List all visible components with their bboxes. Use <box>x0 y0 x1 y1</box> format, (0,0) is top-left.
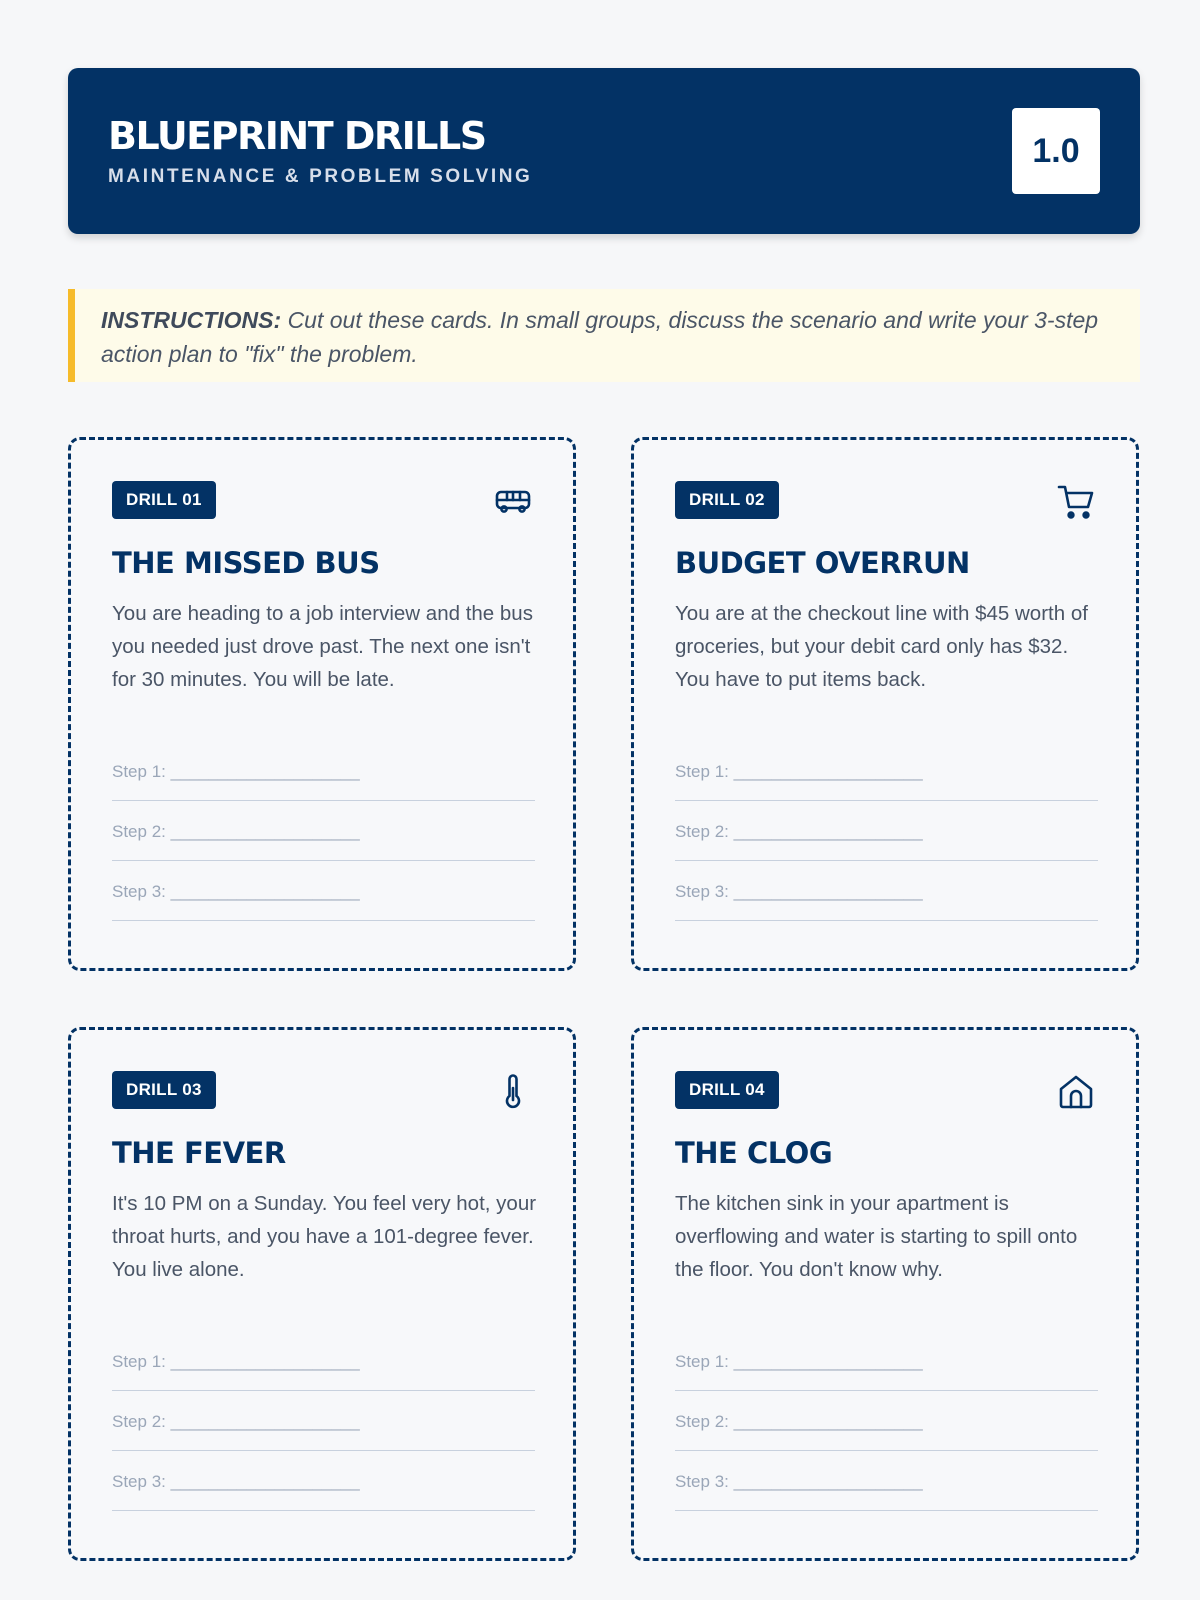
step-line-3[interactable] <box>112 880 535 921</box>
step-label: Step 3: ____________________ <box>112 882 360 901</box>
step-label: Step 3: ____________________ <box>112 1472 360 1491</box>
drill-scenario: You are at the checkout line with $45 worth of groceries, but your debit card only has $32. You have to put items back. <box>675 602 1088 691</box>
step-label: Step 1: ____________________ <box>112 762 360 781</box>
drill-card-01 <box>68 437 576 971</box>
drill-title: THE MISSED BUS <box>112 546 380 580</box>
drill-title: BUDGET OVERRUN <box>675 546 970 580</box>
drill-scenario: The kitchen sink in your apartment is overflowing and water is starting to spill onto the floor. You don't know why. <box>675 1192 1078 1281</box>
thermometer-icon <box>493 1072 533 1112</box>
step-line-3[interactable] <box>112 1470 535 1511</box>
drill-title: THE FEVER <box>112 1136 286 1170</box>
header-banner <box>68 68 1140 234</box>
drill-title: THE CLOG <box>675 1136 833 1170</box>
step-label: Step 1: ____________________ <box>675 762 923 781</box>
step-line-1[interactable] <box>112 1350 535 1391</box>
step-line-2[interactable] <box>112 820 535 861</box>
drill-badge: DRILL 04 <box>675 1071 779 1109</box>
step-line-2[interactable] <box>112 1410 535 1451</box>
step-label: Step 2: ____________________ <box>112 1412 360 1431</box>
drill-scenario: It's 10 PM on a Sunday. You feel very hot, your throat hurts, and you have a 101-degree fever. You live alone. <box>112 1192 537 1281</box>
step-label: Step 2: ____________________ <box>675 822 923 841</box>
step-label: Step 1: ____________________ <box>675 1352 923 1371</box>
drill-badge: DRILL 01 <box>112 481 216 519</box>
step-lines <box>675 760 1098 940</box>
home-icon <box>1056 1072 1096 1112</box>
step-line-2[interactable] <box>675 1410 1098 1451</box>
instructions-label: INSTRUCTIONS: <box>101 307 282 333</box>
step-line-2[interactable] <box>675 820 1098 861</box>
step-label: Step 1: ____________________ <box>112 1352 360 1371</box>
instructions-text: Cut out these cards. In small groups, discuss the scenario and write your 3-step action plan to "fix" the problem. <box>101 307 1099 367</box>
step-label: Step 2: ____________________ <box>112 822 360 841</box>
step-line-3[interactable] <box>675 1470 1098 1511</box>
drill-scenario: You are heading to a job interview and the bus you needed just drove past. The next one isn't for 30 minutes. You will be late. <box>112 602 533 691</box>
step-lines <box>675 1350 1098 1530</box>
drill-badge: DRILL 03 <box>112 1071 216 1109</box>
step-line-3[interactable] <box>675 880 1098 921</box>
page-title: BLUEPRINT DRILLS <box>108 114 486 158</box>
drill-card-02 <box>631 437 1139 971</box>
step-label: Step 3: ____________________ <box>675 882 923 901</box>
step-line-1[interactable] <box>112 760 535 801</box>
bus-icon <box>493 482 533 522</box>
version-badge: 1.0 <box>1012 108 1100 194</box>
step-label: Step 2: ____________________ <box>675 1412 923 1431</box>
step-lines <box>112 1350 535 1530</box>
drill-card-03 <box>68 1027 576 1561</box>
step-lines <box>112 760 535 940</box>
step-line-1[interactable] <box>675 1350 1098 1391</box>
page-subtitle: MAINTENANCE & PROBLEM SOLVING <box>108 166 533 187</box>
step-line-1[interactable] <box>675 760 1098 801</box>
instructions-box <box>68 289 1140 382</box>
drill-card-04 <box>631 1027 1139 1561</box>
shopping-cart-icon <box>1056 482 1096 522</box>
step-label: Step 3: ____________________ <box>675 1472 923 1491</box>
drill-badge: DRILL 02 <box>675 481 779 519</box>
